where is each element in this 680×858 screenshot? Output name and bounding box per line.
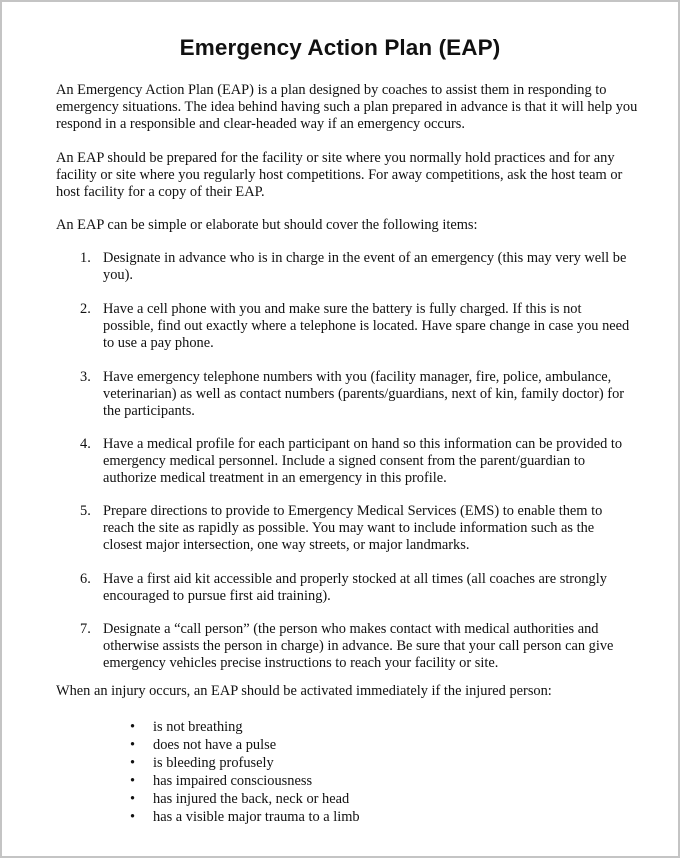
item-text: Have a cell phone with you and make sure the battery is fully charged. If this is not possible, find out exactly where a telephone is located. Have spare change in case you need to use a pay phone. bbox=[103, 301, 630, 351]
bullet-icon: • bbox=[130, 737, 136, 753]
item-text: Designate a “call person” (the person who makes contact with medical authorities and otherwise assists the person in charge) in advance. Be sure that your call person can give emergency vehicles precise instructions to reach your facility or site. bbox=[103, 621, 614, 671]
activation-intro: When an injury occurs, an EAP should be activated immediately if the injured person: bbox=[56, 683, 552, 699]
bullet-icon: • bbox=[130, 809, 136, 825]
condition-text: is not breathing bbox=[153, 719, 243, 735]
item-text: Designate in advance who is in charge in the event of an emergency (this may very well be you). bbox=[103, 250, 627, 283]
bullet-icon: • bbox=[130, 791, 136, 807]
page-title: Emergency Action Plan (EAP) bbox=[179, 35, 501, 60]
intro-paragraph-2: An EAP should be prepared for the facility or site where you normally hold practices and for any facility or site where you regularly host competitions. For away competitions, ask the host team or host facility for a copy of their EAP. bbox=[56, 150, 623, 200]
item-text: Have a first aid kit accessible and properly stocked at all times (all coaches are strongly encouraged to pursue first aid training). bbox=[103, 571, 607, 604]
item-number: 5. bbox=[80, 503, 91, 519]
bullet-icon: • bbox=[130, 773, 136, 789]
intro-paragraph-1: An Emergency Action Plan (EAP) is a plan designed by coaches to assist them in responding to emergency situations. The idea behind having such a plan prepared in advance is that it will help you respond in a responsible and clear-headed way if an emergency occurs. bbox=[56, 82, 638, 132]
condition-text: has injured the back, neck or head bbox=[153, 791, 350, 807]
item-text: Have a medical profile for each participant on hand so this information can be provided to emergency medical personnel. Include a signed consent from the parent/guardian to authorize medical treatment in an emergency in this profile. bbox=[103, 436, 623, 486]
condition-text: has a visible major trauma to a limb bbox=[153, 809, 360, 825]
item-number: 3. bbox=[80, 369, 91, 385]
item-number: 4. bbox=[80, 436, 91, 452]
item-text: Have emergency telephone numbers with you (facility manager, fire, police, ambulance, veterinarian) as well as contact numbers (parents/guardians, next of kin, family doctor) for the participants. bbox=[103, 369, 625, 419]
condition-text: does not have a pulse bbox=[153, 737, 277, 753]
intro-paragraph-3: An EAP can be simple or elaborate but should cover the following items: bbox=[56, 217, 478, 233]
bullet-icon: • bbox=[130, 755, 136, 771]
item-number: 7. bbox=[80, 621, 91, 637]
condition-text: is bleeding profusely bbox=[153, 755, 274, 771]
item-text: Prepare directions to provide to Emergency Medical Services (EMS) to enable them to reach the site as rapidly as possible. You may want to include information such as the closest major intersection, one way streets, or major landmarks. bbox=[103, 503, 603, 553]
bullet-icon: • bbox=[130, 719, 136, 735]
item-number: 2. bbox=[80, 301, 91, 317]
condition-text: has impaired consciousness bbox=[153, 773, 313, 789]
item-number: 1. bbox=[80, 250, 91, 266]
item-number: 6. bbox=[80, 571, 91, 587]
